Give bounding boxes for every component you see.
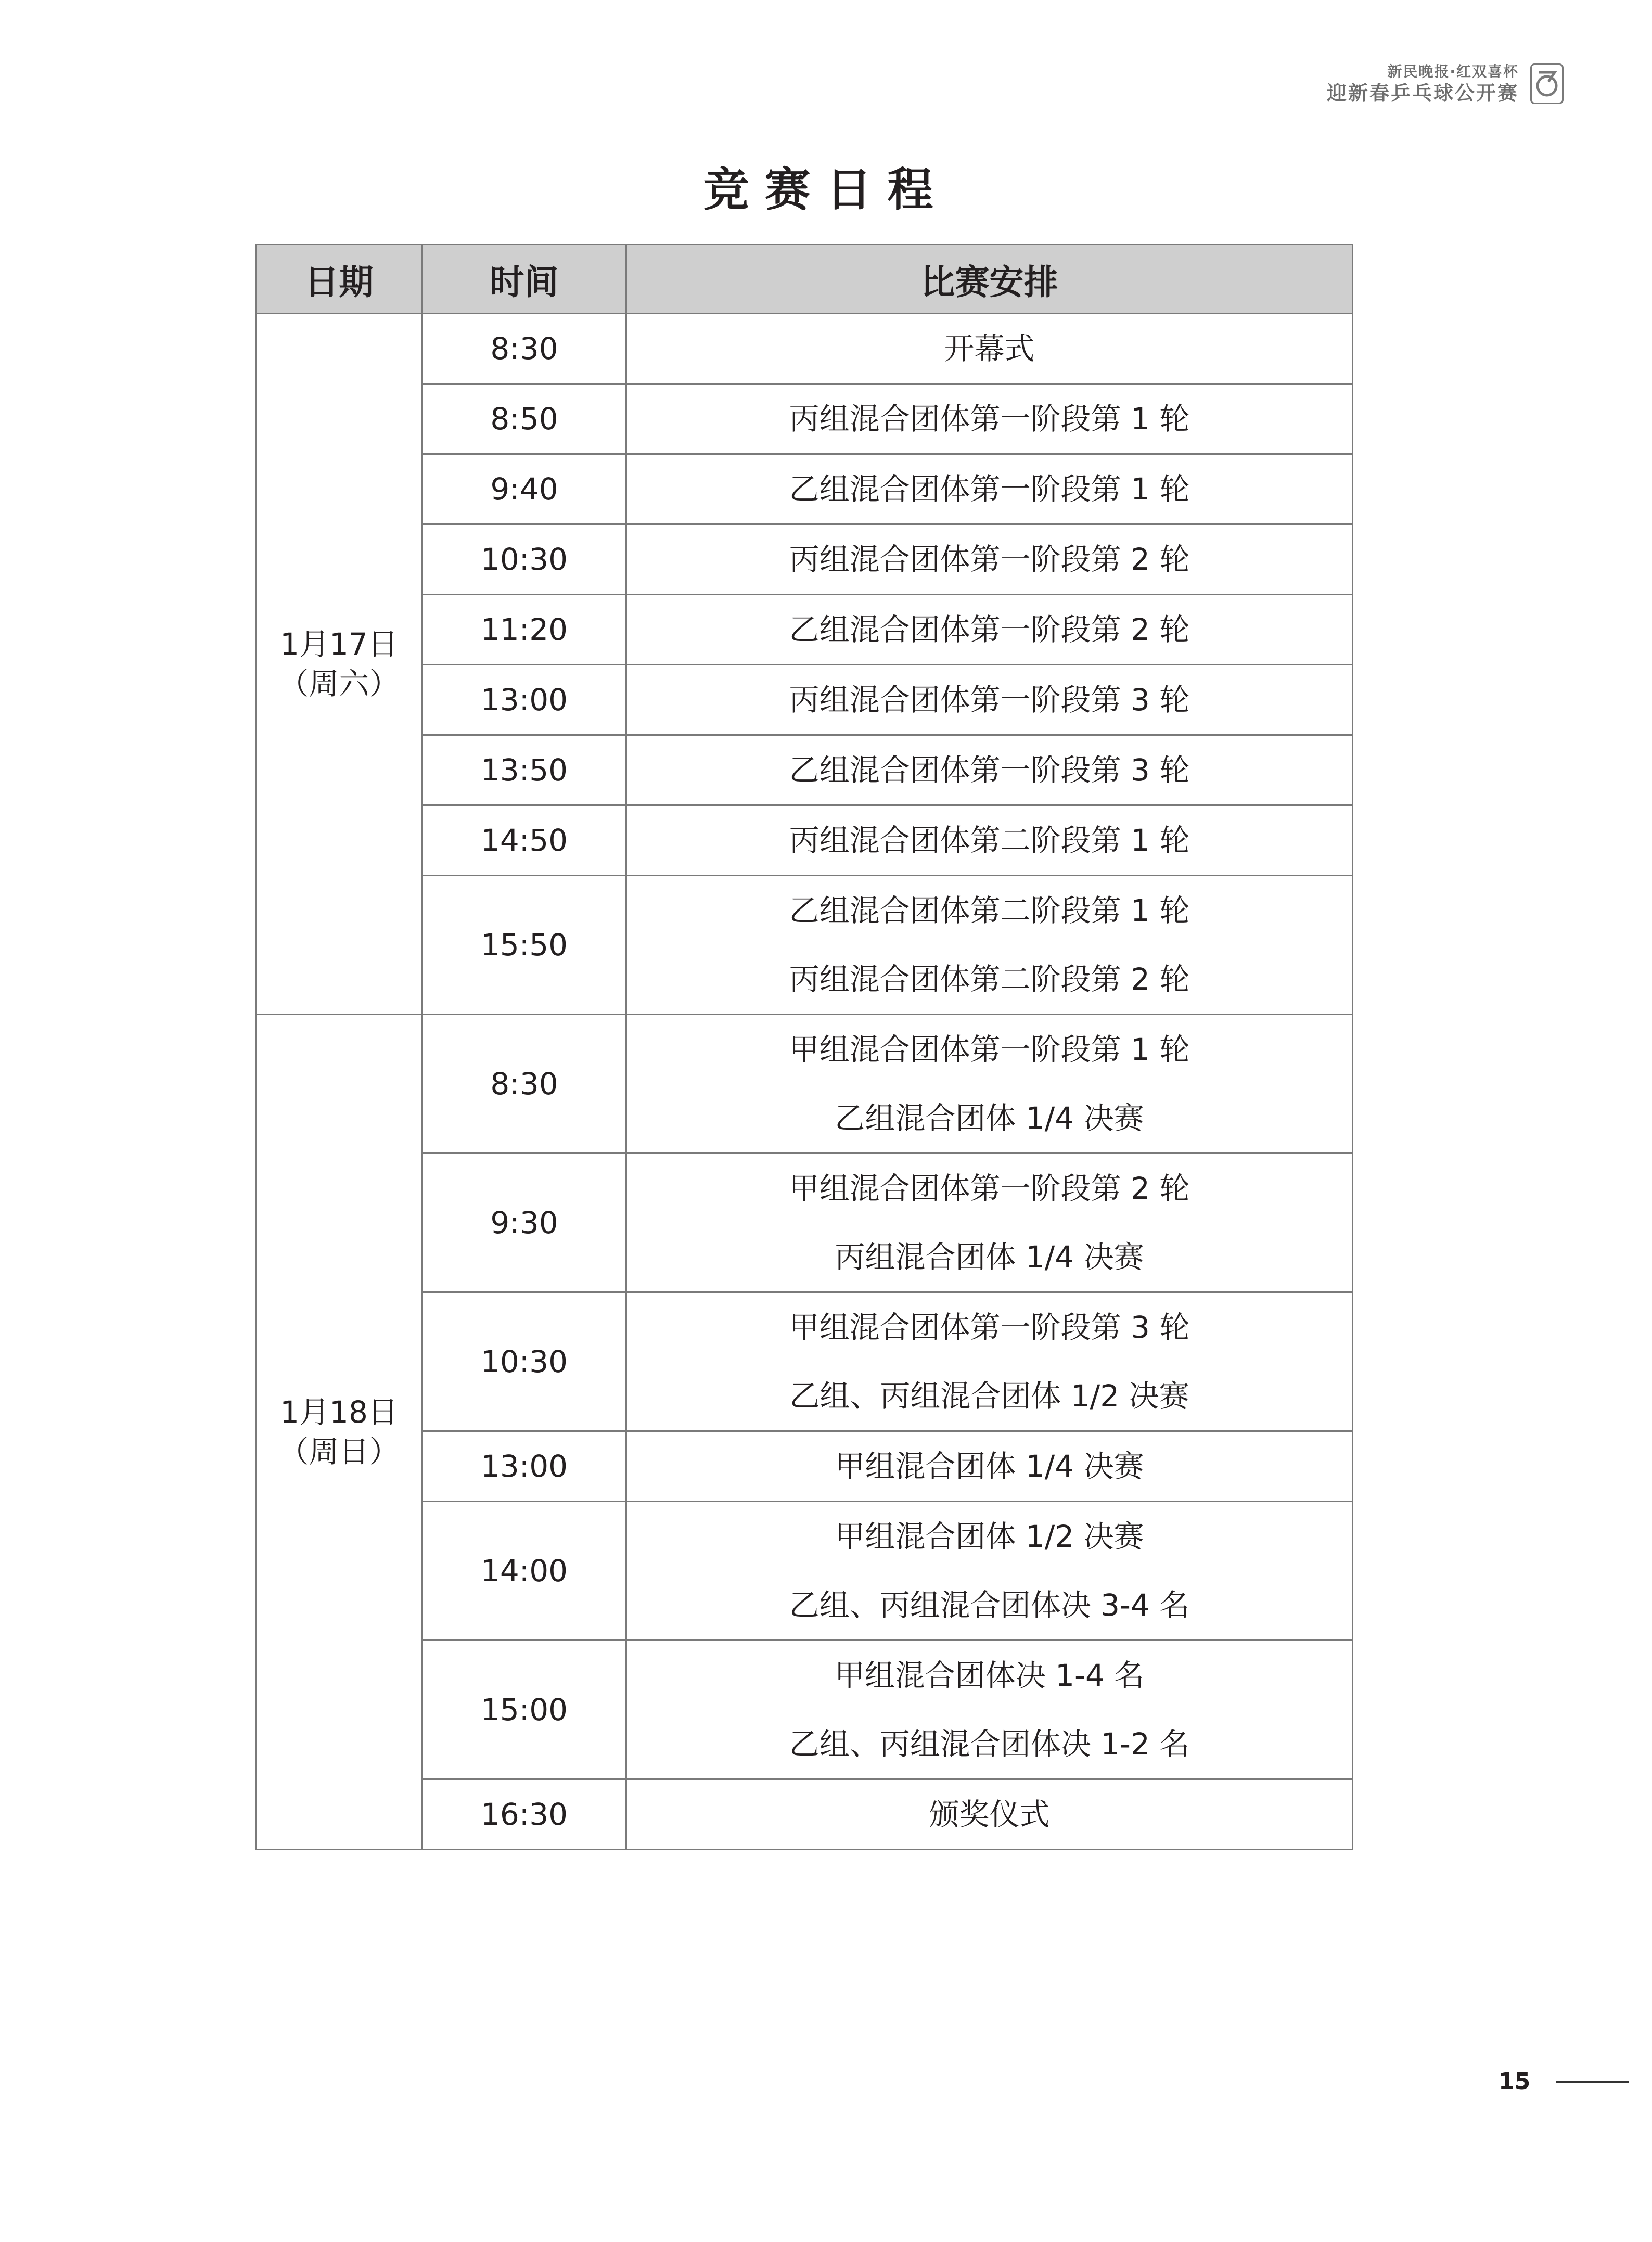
header-date: 日期: [256, 245, 422, 314]
page-number: 15: [1499, 2068, 1531, 2095]
time-cell: 15:00: [422, 1641, 626, 1779]
event-line: 乙组混合团体第一阶段第 2 轮: [789, 612, 1190, 647]
event-line: 乙组混合团体 1/4 决赛: [835, 1100, 1144, 1136]
event-cell: [626, 384, 1353, 454]
event-line: 甲组混合团体第一阶段第 2 轮: [789, 1171, 1190, 1206]
event-cell: [626, 805, 1353, 876]
table-row: [256, 1015, 1353, 1154]
event-line: 甲组混合团体决 1-4 名: [834, 1658, 1145, 1693]
time-cell: 13:00: [422, 665, 626, 735]
time-cell: 14:50: [422, 805, 626, 876]
event-cell: [626, 314, 1353, 384]
brand-title: 迎新春乒乓球公开赛: [1326, 82, 1519, 105]
event-cell: [626, 876, 1353, 1015]
time-cell: 13:00: [422, 1431, 626, 1502]
event-cell: [626, 1641, 1353, 1779]
event-cell: [626, 595, 1353, 665]
event-line: 甲组混合团体第一阶段第 1 轮: [789, 1032, 1190, 1067]
time-cell: 16:30: [422, 1779, 626, 1850]
time-cell: 9:40: [422, 454, 626, 524]
event-cell: [626, 1292, 1353, 1431]
event-cell: [626, 1779, 1353, 1850]
time-cell: 10:30: [422, 524, 626, 595]
event-line: 甲组混合团体第一阶段第 3 轮: [789, 1310, 1190, 1345]
event-cell: [626, 454, 1353, 524]
header-time: 时间: [422, 245, 626, 314]
event-line: 丙组混合团体第一阶段第 2 轮: [789, 542, 1190, 577]
page-title: 竞赛日程: [703, 163, 949, 216]
event-line: 颁奖仪式: [929, 1797, 1050, 1832]
header-brand: [1327, 62, 1564, 105]
event-line: 甲组混合团体 1/4 决赛: [835, 1449, 1144, 1484]
event-cell: [626, 524, 1353, 595]
weekday-label: （周日）: [278, 1434, 400, 1469]
time-cell: 8:50: [422, 384, 626, 454]
table-row: [256, 314, 1353, 384]
event-line: 丙组混合团体 1/4 决赛: [835, 1239, 1144, 1275]
time-cell: 13:50: [422, 735, 626, 805]
page-number-rule: [1556, 2081, 1629, 2083]
event-line: 乙组混合团体第二阶段第 1 轮: [789, 893, 1190, 928]
schedule-body: [256, 314, 1353, 1850]
event-line: 甲组混合团体 1/2 决赛: [835, 1519, 1144, 1554]
date-label: 1月18日: [280, 1394, 398, 1430]
time-cell: 8:30: [422, 1015, 626, 1154]
event-line: 乙组混合团体第一阶段第 1 轮: [789, 471, 1190, 507]
time-cell: 10:30: [422, 1292, 626, 1431]
header-event: 比赛安排: [626, 245, 1353, 314]
schedule-table: [255, 244, 1353, 1850]
time-cell: 14:00: [422, 1502, 626, 1641]
event-line: 乙组、丙组混合团体决 1-2 名: [789, 1726, 1190, 1762]
brand-subtitle: 新民晚报·红双喜杯: [1387, 63, 1519, 80]
time-cell: 8:30: [422, 314, 626, 384]
weekday-label: （周六）: [278, 666, 400, 701]
event-line: 丙组混合团体第二阶段第 2 轮: [789, 962, 1190, 997]
event-line: 丙组混合团体第一阶段第 3 轮: [789, 682, 1190, 718]
event-cell: [626, 1015, 1353, 1154]
event-cell: [626, 665, 1353, 735]
event-line: 开幕式: [944, 331, 1035, 366]
event-line: 乙组混合团体第一阶段第 3 轮: [789, 752, 1190, 788]
event-line: 丙组混合团体第二阶段第 1 轮: [789, 823, 1190, 858]
table-tennis-logo-icon: [1530, 63, 1564, 104]
event-cell: [626, 1154, 1353, 1292]
time-cell: 9:30: [422, 1154, 626, 1292]
date-cell: [256, 314, 422, 1015]
event-cell: [626, 1502, 1353, 1641]
event-cell: [626, 1431, 1353, 1502]
event-line: 丙组混合团体第一阶段第 1 轮: [789, 401, 1190, 437]
event-line: 乙组、丙组混合团体 1/2 决赛: [789, 1378, 1189, 1414]
date-label: 1月17日: [280, 626, 398, 662]
time-cell: 15:50: [422, 876, 626, 1015]
table-header-row: [256, 245, 1353, 314]
date-cell: [256, 1015, 422, 1850]
event-line: 乙组、丙组混合团体决 3-4 名: [789, 1587, 1190, 1623]
time-cell: 11:20: [422, 595, 626, 665]
event-cell: [626, 735, 1353, 805]
brand-text: [1327, 62, 1519, 105]
